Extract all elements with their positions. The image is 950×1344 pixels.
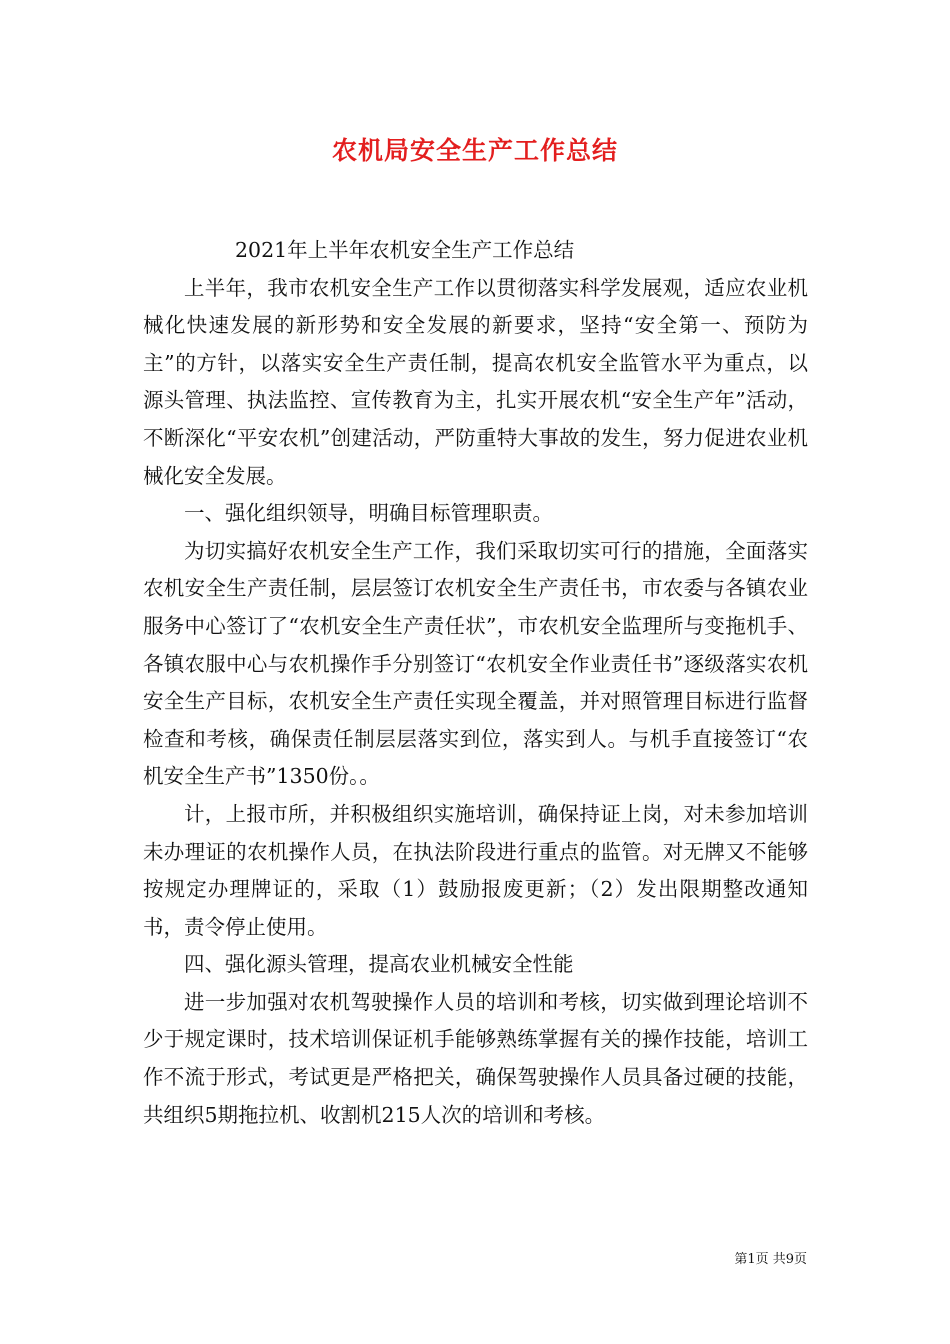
document-subtitle: 2021年上半年农机安全生产工作总结 [235, 238, 575, 262]
document-title: 农机局安全生产工作总结 [331, 136, 618, 165]
section-heading-4: 四、强化源头管理，提高农业机械安全性能 [184, 952, 574, 977]
page-number: 第1页 共9页 [734, 1252, 807, 1267]
paragraph-operator-training: 进一步加强对农机驾驶操作人员的培训和考核，切实做到理论培训不少于规定课时，技术培训保证机手能够熟练掌握有关的操作技能，培训工作不流于形式，考试更是严格把关，确保驾驶操作人员具备过硬的技能，共组织5期拖拉机、收割机215人次的培训和考核。 [143, 989, 808, 1127]
document-body [143, 232, 808, 1134]
paragraph-training-supervision: 计，上报市所，并积极组织实施培训，确保持证上岗，对未参加培训未办理证的农机操作人员，在执法阶段进行重点的监管。对无牌又不能够按规定办理牌证的，采取（1）鼓励报废更新；（2）发出限期整改通知书，责令停止使用。 [143, 801, 808, 939]
paragraph-responsibility: 为切实搞好农机安全生产工作，我们采取切实可行的措施，全面落实农机安全生产责任制，层层签订农机安全生产责任书，市农委与各镇农业服务中心签订了“农机安全生产责任状”，市农机安全监理所与变拖机手、各镇农服中心与农机操作手分别签订“农机安全作业责任书”逐级落实农机安全生产目标，农机安全生产责任实现全覆盖，并对照管理目标进行监督检查和考核，确保责任制层层落实到位，落实到人。与机手直接签订“农机安全生产书”1350份。。 [143, 538, 808, 789]
paragraph-intro: 上半年，我市农机安全生产工作以贯彻落实科学发展观，适应农业机械化快速发展的新形势和安全发展的新要求，坚持“安全第一、预防为主”的方针，以落实安全生产责任制，提高农机安全监管水平为重点，以源头管理、执法监控、宣传教育为主，扎实开展农机“安全生产年”活动，不断深化“平安农机”创建活动，严防重特大事故的发生，努力促进农业机械化安全发展。 [143, 275, 808, 488]
section-heading-1: 一、强化组织领导，明确目标管理职责。 [184, 501, 553, 526]
